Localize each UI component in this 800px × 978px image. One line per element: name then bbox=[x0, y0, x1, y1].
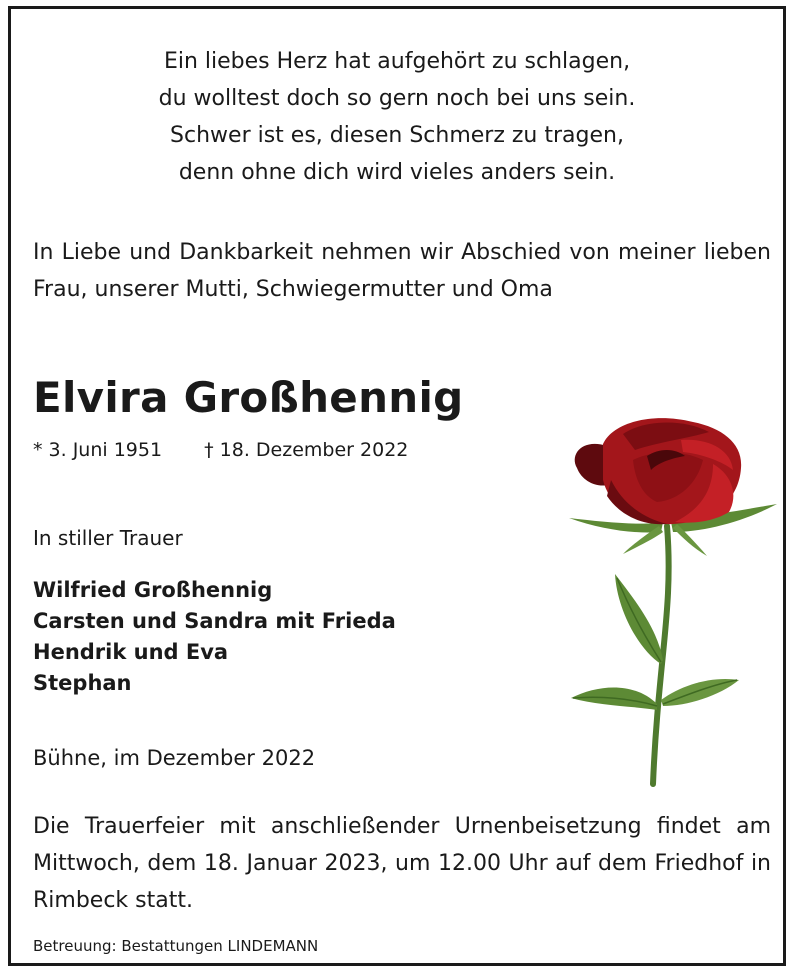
red-rose-icon bbox=[563, 414, 783, 789]
life-dates bbox=[33, 439, 408, 461]
poem-line: Schwer ist es, diesen Schmerz zu tragen, bbox=[170, 123, 624, 148]
funeral-home: Betreuung: Bestattungen LINDEMANN bbox=[33, 937, 319, 955]
birth-date: * 3. Juni 1951 bbox=[33, 439, 163, 461]
family-member: Stephan bbox=[33, 671, 132, 695]
rose-leaf bbox=[661, 679, 739, 706]
poem-line: du wolltest doch so gern noch bei uns sein. bbox=[158, 86, 636, 111]
poem-line: denn ohne dich wird vieles anders sein. bbox=[178, 160, 616, 185]
mourning-label: In stiller Trauer bbox=[33, 526, 183, 550]
family-member: Wilfried Großhennig bbox=[33, 578, 273, 602]
family-member: Carsten und Sandra mit Frieda bbox=[33, 609, 396, 633]
poem bbox=[11, 43, 783, 191]
farewell-text: In Liebe und Dankbarkeit nehmen wir Abschied von meiner lieben Frau, unserer Mutti, Schwiegermutter und Oma bbox=[33, 240, 771, 302]
obituary-frame bbox=[8, 6, 786, 966]
funeral-info: Die Trauerfeier mit anschließender Urnenbeisetzung findet am Mittwoch, dem 18. Januar 2023, um 12.00 Uhr auf dem Friedhof in Rimbeck statt. bbox=[33, 814, 771, 913]
deceased-name: Elvira Großhennig bbox=[33, 373, 464, 422]
family-list bbox=[33, 575, 396, 699]
death-date: † 18. Dezember 2022 bbox=[204, 439, 409, 461]
family-member: Hendrik und Eva bbox=[33, 640, 229, 664]
place-date: Bühne, im Dezember 2022 bbox=[33, 746, 316, 770]
rose-bloom bbox=[575, 418, 741, 524]
rose-leaf bbox=[615, 574, 663, 664]
poem-line: Ein liebes Herz hat aufgehört zu schlagen, bbox=[163, 49, 631, 74]
